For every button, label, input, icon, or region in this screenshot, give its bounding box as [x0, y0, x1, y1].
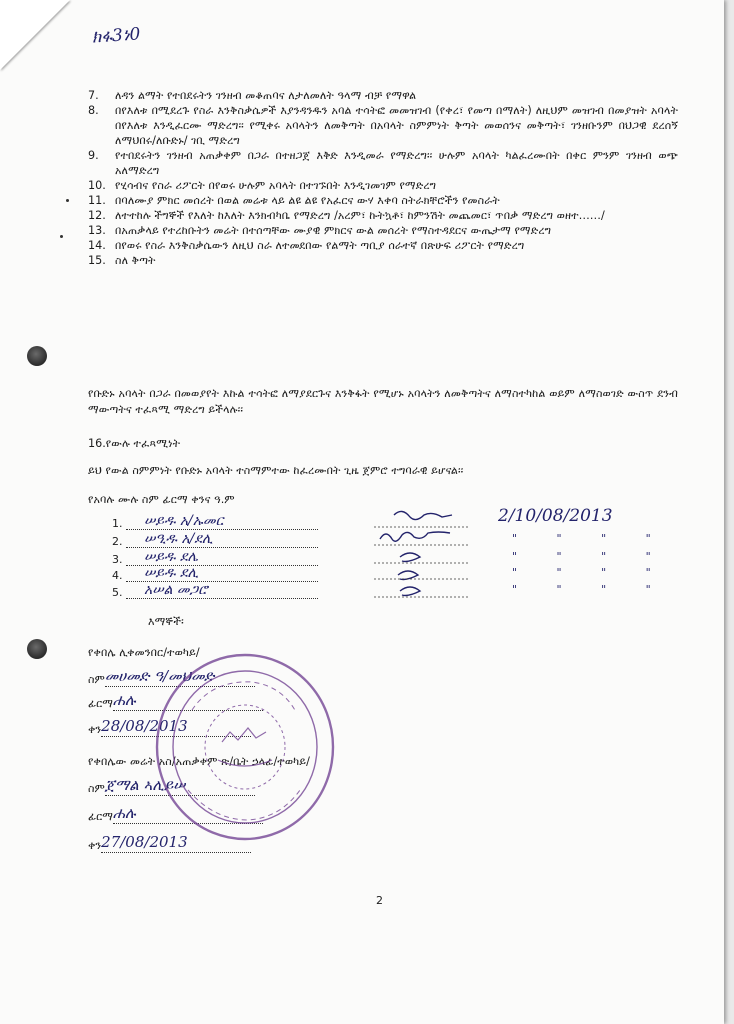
- list-item: 11. በባለሙያ ምክር መሰረት በወል መሬቱ ላይ ልዩ ልዩ የአፈርና ውሃ እቀባ ስትራክቸሮችን የመስራት: [88, 194, 500, 207]
- validity-heading: 16.የውሉ ተፈጻሚነት: [88, 437, 181, 450]
- member-date: " " " ": [512, 550, 669, 563]
- member-date: " " " ": [512, 532, 669, 545]
- member-row: 3. ሠይዱ ደሌ: [112, 550, 318, 566]
- member-row: 4. ሠይዱ ደሊ: [112, 566, 318, 582]
- validity-text: ይህ የውል ስምምነት የቡድኑ አባላት ተስማምተው ከፈረሙበት ጊዜ ጀምሮ ተግባራዊ ይሆናል፡፡: [88, 464, 464, 477]
- signature-4: [398, 571, 418, 580]
- official-stamp: [152, 650, 338, 844]
- receiver-name-field: ስም መሀመድ ዓ/መህመድ: [88, 668, 255, 687]
- member-row: 2. ሠዒዱ አ/ደሊ: [112, 532, 318, 548]
- member-row: 1. ሠይዱ አ/ኡመር: [112, 514, 318, 530]
- receiver-heading: የቀበሌ ሊቀመንበር/ተወካይ/: [88, 646, 200, 659]
- member-date: " " " ": [512, 566, 669, 579]
- members-heading: የአባሉ ሙሉ ስም ፊርማ ቀንና ዓ.ም: [88, 493, 235, 506]
- signature-3: [400, 553, 420, 562]
- witnesses-label: እማኞች፡: [148, 615, 184, 628]
- office-heading: የቀበሌው መሬት አስ/አጠቃቀም ጽ/ቤት ኃላፊ/ተወካይ/: [88, 755, 310, 768]
- list-item: 7. ለዳን ልማት የተበደሩትን ገንዘብ መቆጠባና ለታለመለት ዓላማ ብቻ የማዋል: [88, 89, 417, 102]
- margin-mark: [60, 235, 63, 238]
- penalty-paragraph: የቡድኑ አባላት በጋራ በመወያየት እኩል ተሳትፎ ለማያደርጉና እንቅፋት የሚሆኑ አባላትን ለመቅጣትና ለማስተካከል ወይም ለማስወገድ ውስጥ ደንብ ማውጣትና ተፈጻሚ ማድረግ ይችላሉ፡፡: [88, 387, 678, 416]
- folded-corner: [0, 0, 70, 70]
- list-item: 8. በየእለቱ በሚደረጉ የስራ እንቅስቃሴዎች እያንዳንዱን አባል ተሳትፎ መመዝገብ (የቀረ፣ የመጣ በማለት) ለዚህም መዝገብ በመያዝት አባላት በየእለቱ እንዲፈርሙ ማድረግ፡፡ የሚቀሩ አባላትን ለመቅጣት በአባላት ስምምነት ቅጣት መወሰንና መቅጣት፣ ገንዘቡንም በህጋዊ ደረሰኝ ለማህበሩ/ለቡድኑ/ ገቢ ማድረግ: [88, 104, 678, 147]
- receiver-signature-field: ፊርማ ሐሉ: [88, 692, 263, 711]
- obligation-list: [88, 88, 678, 268]
- list-item: 12. ለተተከሉ ችግኞች የእለት ከእለት እንክብካቤ የማድረግ /አረም፣ ኩትኳቶ፣ ከምንሽት መጨመር፣ ጥበቃ ማድረግ ወዘተ……/: [88, 209, 605, 222]
- signature-1: [394, 511, 452, 519]
- punch-hole-lower: [27, 639, 47, 659]
- member-row: 5. አሠል መጋሮ: [112, 583, 318, 599]
- office-date-field: ቀን 27/08/2013: [88, 834, 251, 853]
- office-signature-field: ፊርማ ሐሉ: [88, 805, 263, 824]
- margin-mark: [66, 199, 69, 202]
- receiver-date-field: ቀን 28/08/2013: [88, 718, 251, 737]
- signature-2: [380, 532, 450, 541]
- list-item: 10. የሂሳብና የስራ ሪፖርት በየወሩ ሁሉም አባላት በተገኙበት እንዲገመገም የማድረግ: [88, 179, 437, 192]
- page-number: 2: [376, 894, 383, 907]
- punch-hole-upper: [27, 346, 47, 366]
- list-item: 9. የተበደሩትን ገንዘብ አጠቃቀም በጋራ በተዘጋጀ እቅድ እንዲመራ የማድረግ፡፡ ሁሉም አባላት ካልፈረሙበት በቀር ምንም ገንዘብ ወጭ አለማድረግ: [88, 149, 678, 177]
- signature-5: [400, 587, 420, 596]
- office-name-field: ስም ጀማል ኣሊይሠ: [88, 777, 255, 796]
- list-item: 13. በአጠቃላይ የተረከቡትን መሬት በተሰጣቸው ሙያዊ ምክርና ውል መሰረት የማስተዳደርና ውጤታማ የማድረግ: [88, 224, 552, 237]
- list-item: 15. ስለ ቅጣት: [88, 254, 156, 267]
- member-date: 2/10/08/2013: [498, 506, 613, 526]
- member-signatures: [370, 505, 490, 605]
- member-date: " " " ": [512, 583, 669, 596]
- reference-number: ክፋ3ነ0: [91, 24, 142, 48]
- list-item: 14. በየወሩ የስራ እንቅስቃሴውን ለዚህ ስራ ለተመደበው የልማት ጣቢያ ሰራተኛ በጽሁፍ ሪፖርት የማድረግ: [88, 239, 525, 252]
